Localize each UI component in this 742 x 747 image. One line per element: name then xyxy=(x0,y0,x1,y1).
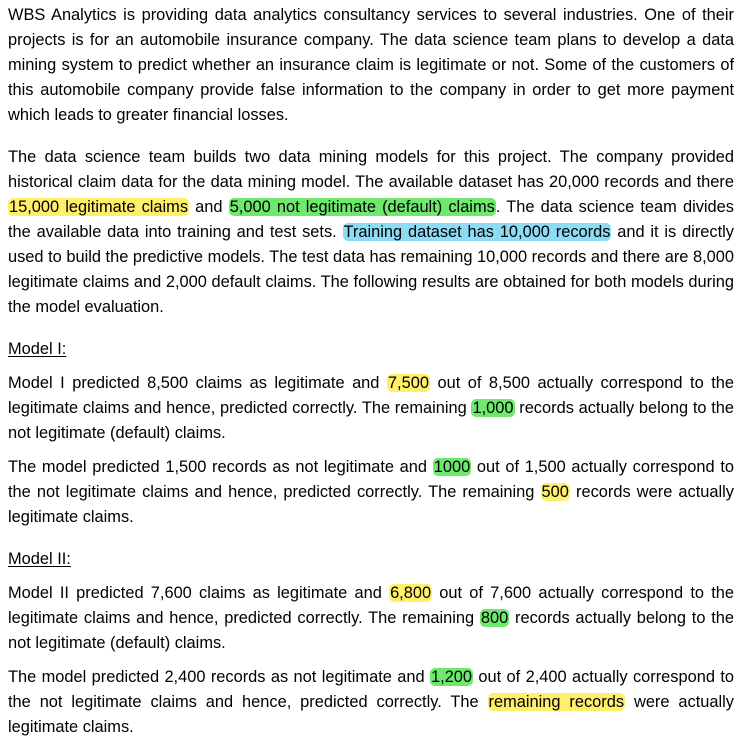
model-1-p1-text-2: out of 8,500 actually correspond to the legitimate claims and hence, predicted correctly. The remaining xyxy=(8,374,734,417)
dataset-text-1: The data science team builds two data mining models for this project. The company provided historical claim data for the data mining model. The available dataset has 20,000 records and there xyxy=(8,148,734,191)
intro-paragraph: WBS Analytics is providing data analytics consultancy services to several industries. One of their projects is for an automobile insurance company. The data science team plans to develop a data mining system to predict whether an insurance claim is legitimate or not. Some of the customers of this automobile company provide false information to the company in order to get more payment which leads to greater financial losses. xyxy=(8,6,734,124)
highlight-model-1-false-default: 500 xyxy=(541,483,569,501)
model-1-heading: Model I: xyxy=(8,340,67,358)
highlight-model-2-false-legit: 800 xyxy=(480,609,509,627)
model-1-default-paragraph xyxy=(8,455,734,530)
dataset-text-4: and it is directly used to build the predictive models. The test data has remaining 10,000 records and there are 8,000 legitimate claims and 2,000 default claims. The following results are obtained for both models during the model evaluation. xyxy=(8,223,734,316)
model-2-legitimate-paragraph xyxy=(8,581,734,656)
model-1-p1-text-3: records actually belong to the not legitimate (default) claims. xyxy=(8,399,734,442)
highlight-legitimate-claims: 15,000 legitimate claims xyxy=(9,198,189,216)
highlight-model-1-true-default: 1000 xyxy=(433,458,471,476)
model-2-p2-text-2: out of 2,400 actually correspond to the not legitimate claims and hence, predicted correctly. The xyxy=(8,668,734,711)
highlight-model-2-remaining-records: remaining records xyxy=(488,693,625,711)
model-1-p2-text-1: The model predicted 1,500 records as not legitimate and xyxy=(8,458,433,476)
highlight-model-1-true-legit: 7,500 xyxy=(387,374,429,392)
highlight-model-1-false-legit: 1,000 xyxy=(472,399,514,417)
model-1-p2-text-2: out of 1,500 actually correspond to the not legitimate claims and hence, predicted correctly. The remaining xyxy=(8,458,734,501)
highlight-model-2-true-legit: 6,800 xyxy=(390,584,432,602)
dataset-text-2: and xyxy=(189,198,229,216)
model-2-p2-text-1: The model predicted 2,400 records as not legitimate and xyxy=(8,668,430,686)
model-2-p1-text-1: Model II predicted 7,600 claims as legitimate and xyxy=(8,584,390,602)
highlight-model-2-true-default: 1,200 xyxy=(430,668,473,686)
model-1-p1-text-1: Model I predicted 8,500 claims as legitimate and xyxy=(8,374,387,392)
model-2-p1-text-3: records actually belong to the not legitimate (default) claims. xyxy=(8,609,734,652)
model-2-p1-text-2: out of 7,600 actually correspond to the legitimate claims and hence, predicted correctly. The remaining xyxy=(8,584,735,627)
model-2-p2-text-3: were actually legitimate claims. xyxy=(8,693,734,736)
highlight-training-dataset: Training dataset has 10,000 records xyxy=(343,223,611,241)
highlight-default-claims: 5,000 not legitimate (default) claims xyxy=(229,198,495,216)
dataset-paragraph xyxy=(8,145,734,320)
model-1-legitimate-paragraph xyxy=(8,371,734,446)
model-2-heading: Model II: xyxy=(8,550,71,568)
dataset-text-3: . The data science team divides the available data into training and test sets. xyxy=(8,198,734,241)
model-1-p2-text-3: records were actually legitimate claims. xyxy=(8,483,735,526)
model-2-default-paragraph xyxy=(8,665,734,740)
